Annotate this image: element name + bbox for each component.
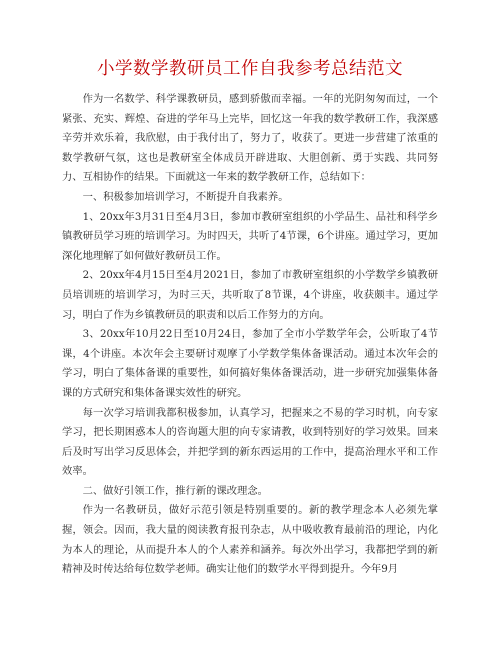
section-heading-1: 一、积极参加培训学习，不断提升自我素养。 (82, 190, 289, 203)
section-heading-2: 二、做好引领工作，推行新的课改理念。 (82, 484, 268, 497)
document-title: 小学数学教研员工作自我参考总结范文 (97, 59, 403, 79)
paragraph-training-summary: 每一次学习培训我都积极参加，认真学习，把握来之不易的学习时机，向专家学习，把长期困惑本人的咨询题大胆的向专家请教，收到特别好的学习效果。回来后及时写出学习反思体会，并把学到的新东西运用的工作中，提高治理水平和工作效率。 (62, 406, 438, 478)
paragraph-guidance: 作为一名教研员，做好示范引领是特别重要的。新的教学理念本人必须先掌握，领会。因而，我大量的阅读教育报刊杂志，从中吸收教育最前沿的理论，内化为本人的理论，从而提升本人的个人素养和涵养。每次外出学习，我都把学到的新精神及时传达给每位数学老师。确实让他们的数学水平得到提升。今年9月 (62, 504, 438, 576)
paragraph-item-3: 3、20xx年10月22日至10月24日，参加了全市小学数学年会，公听取了4节课，4个讲座。本次年会主要研讨观摩了小学数学集体备课活动。通过本次年会的学习，明白了集体备课的重要性，如何搞好集体备课活动，进一步研究加强集体备课的方式研究和集体备课实效性的研究。 (62, 328, 438, 399)
paragraph-item-2: 2、20xx年4月15日至4月2021日，参加了市教研室组织的小学数学乡镇教研员培训班的培训学习，为时三天，共听取了8节课，4个讲座，收获颇丰。通过学习，明白了作为乡镇教研员的职责和以后工作努力的方向。 (62, 269, 438, 321)
paragraph-intro: 作为一名数学、科学课教研员，感到骄傲而幸福。一年的光阴匆匆而过，一个紧张、充实、辉煌、奋进的学年马上完毕，回忆这一年我的数学教研工作，我深感辛劳并欢乐着，我欣慰，由于我付出了，努力了，收获了。更进一步营建了浓重的数学教研气氛，这也是教研室全体成员开辟进取、大胆创新、勇于实践、共同努力、互相协作的结果。下面就这一年来的数学教研工作，总结如下： (62, 93, 438, 184)
paragraph-item-1: 1、20xx年3月31日至4月3日，参加市教研室组织的小学品生、品社和科学乡镇教研员学习班的培训学习。为时四天，共听了4节课，6个讲座。通过学习，更加深化地理解了如何做好教研员工作。 (62, 210, 438, 262)
